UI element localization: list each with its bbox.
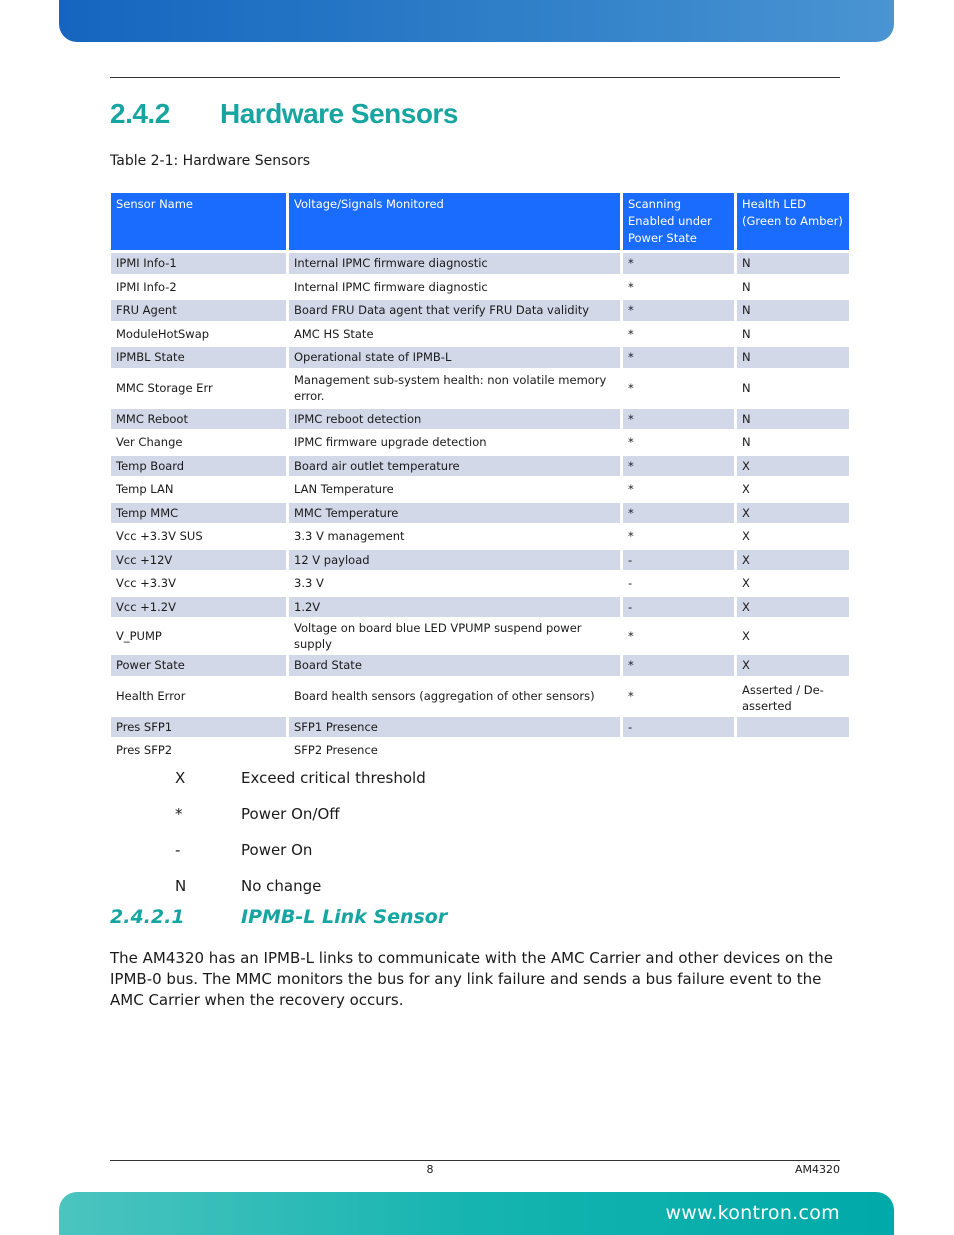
cell-sensor-name: IPMI Info-1 xyxy=(111,253,286,274)
cell-signals-monitored: IPMC firmware upgrade detection xyxy=(294,435,487,450)
subsection-title: IPMB-L Link Sensor xyxy=(241,906,448,928)
table-row xyxy=(111,526,849,547)
cell-health-led: X xyxy=(742,629,750,643)
table-row xyxy=(111,456,849,477)
legend-meaning: Power On/Off xyxy=(241,805,340,823)
header-banner xyxy=(59,0,894,42)
cell-scanning-enabled: - xyxy=(628,576,633,591)
legend-symbol: * xyxy=(175,805,183,823)
header-sensor-name: Sensor Name xyxy=(111,193,286,250)
cell-health-led: X xyxy=(742,482,750,497)
legend-item xyxy=(175,760,426,796)
table-row xyxy=(111,679,849,714)
cell-sensor-name: Vcc +3.3V xyxy=(116,576,176,591)
legend-item xyxy=(175,868,426,904)
cell-health-led: N xyxy=(737,300,849,321)
body-paragraph: The AM4320 has an IPMB-L links to communicate with the AMC Carrier and other devices on the IPMB-0 bus. The MMC monitors the bus for any link failure and sends a bus failure event to the AMC Carrier when the recovery occurs. xyxy=(110,949,834,1009)
cell-health-led: N xyxy=(742,326,751,341)
table-caption: Table 2-1: Hardware Sensors xyxy=(110,153,311,169)
legend-symbol: N xyxy=(175,877,187,895)
section-heading xyxy=(110,98,458,138)
section-number: 2.4.2 xyxy=(110,98,170,129)
cell-signals-monitored: 12 V payload xyxy=(289,550,620,571)
cell-signals-monitored: Board health sensors (aggregation of other sensors) xyxy=(294,689,595,703)
cell-scanning-enabled: - xyxy=(623,597,734,618)
table-row xyxy=(111,371,849,406)
footer-rule xyxy=(110,1160,840,1161)
cell-sensor-name: IPMI Info-2 xyxy=(116,279,177,294)
cell-sensor-name: ModuleHotSwap xyxy=(116,326,210,341)
table-row xyxy=(111,597,849,618)
cell-sensor-name: MMC Storage Err xyxy=(116,381,213,395)
cell-signals-monitored: Voltage on board blue LED VPUMP suspend power supply xyxy=(294,621,582,651)
cell-sensor-name: MMC Reboot xyxy=(111,409,286,430)
cell-scanning-enabled: * xyxy=(628,279,634,294)
cell-health-led: X xyxy=(742,576,750,591)
cell-health-led: X xyxy=(737,655,849,676)
cell-health-led: N xyxy=(737,253,849,274)
cell-signals-monitored: Board State xyxy=(289,655,620,676)
legend-meaning: No change xyxy=(241,877,322,895)
cell-sensor-name: V_PUMP xyxy=(116,629,162,643)
legend-meaning: Exceed critical threshold xyxy=(241,769,426,787)
legend-meaning: Power On xyxy=(241,841,313,859)
table-body xyxy=(111,253,849,761)
cell-scanning-enabled: * xyxy=(628,482,634,497)
cell-signals-monitored: MMC Temperature xyxy=(289,503,620,524)
cell-scanning-enabled: * xyxy=(623,456,734,477)
table-header-row xyxy=(111,193,849,250)
cell-health-led: X xyxy=(742,529,750,544)
cell-sensor-name: Pres SFP1 xyxy=(111,717,286,738)
cell-scanning-enabled: * xyxy=(623,300,734,321)
cell-scanning-enabled: * xyxy=(628,529,634,544)
cell-health-led xyxy=(737,740,849,761)
cell-scanning-enabled: * xyxy=(623,503,734,524)
cell-health-led: X xyxy=(737,597,849,618)
cell-scanning-enabled: * xyxy=(628,629,634,643)
cell-signals-monitored: Internal IPMC firmware diagnostic xyxy=(294,279,488,294)
cell-scanning-enabled: * xyxy=(628,435,634,450)
cell-health-led: N xyxy=(737,347,849,368)
cell-health-led: N xyxy=(742,435,751,450)
legend-symbol: X xyxy=(175,769,186,787)
cell-signals-monitored: AMC HS State xyxy=(294,326,374,341)
legend-item xyxy=(175,796,426,832)
cell-signals-monitored: Operational state of IPMB-L xyxy=(289,347,620,368)
cell-sensor-name: Temp MMC xyxy=(111,503,286,524)
cell-signals-monitored: 3.3 V management xyxy=(294,529,405,544)
document-id: AM4320 xyxy=(794,1163,840,1176)
cell-scanning-enabled: * xyxy=(628,689,634,703)
table-row xyxy=(111,573,849,594)
cell-scanning-enabled: * xyxy=(628,381,634,395)
footer-banner xyxy=(59,1192,894,1235)
website-link[interactable]: www.kontron.com xyxy=(665,1202,840,1224)
hardware-sensors-table xyxy=(108,190,852,764)
cell-sensor-name: Health Error xyxy=(116,689,186,703)
header-rule xyxy=(110,77,840,78)
cell-signals-monitored: IPMC reboot detection xyxy=(289,409,620,430)
cell-sensor-name: Power State xyxy=(111,655,286,676)
table-row xyxy=(111,503,849,524)
legend xyxy=(175,760,426,904)
cell-signals-monitored: 1.2V xyxy=(289,597,620,618)
section-title: Hardware Sensors xyxy=(220,98,458,129)
cell-health-led: Asserted / De-asserted xyxy=(742,682,824,713)
page-number: 8 xyxy=(426,1163,434,1176)
table-row xyxy=(111,740,849,761)
cell-sensor-name: Vcc +3.3V SUS xyxy=(116,529,203,544)
cell-sensor-name: IPMBL State xyxy=(111,347,286,368)
cell-sensor-name: Pres SFP2 xyxy=(116,743,173,758)
subsection-heading xyxy=(110,906,447,928)
cell-scanning-enabled: * xyxy=(623,347,734,368)
cell-signals-monitored: 3.3 V xyxy=(294,576,324,591)
cell-scanning-enabled xyxy=(623,740,734,761)
legend-symbol: - xyxy=(175,841,181,859)
legend-item xyxy=(175,832,426,868)
cell-health-led: X xyxy=(737,503,849,524)
cell-sensor-name: FRU Agent xyxy=(111,300,286,321)
table-row xyxy=(111,324,849,345)
cell-health-led: N xyxy=(742,381,751,395)
cell-sensor-name: Temp Board xyxy=(111,456,286,477)
table-row xyxy=(111,300,849,321)
header-scanning-enabled: Scanning Enabled under Power State xyxy=(623,193,734,250)
cell-scanning-enabled: - xyxy=(623,550,734,571)
header-signals-monitored: Voltage/Signals Monitored xyxy=(289,193,620,250)
cell-sensor-name: Vcc +1.2V xyxy=(111,597,286,618)
table-row xyxy=(111,717,849,738)
cell-signals-monitored: Management sub-system health: non volatile memory error. xyxy=(294,373,607,403)
cell-signals-monitored: SFP2 Presence xyxy=(294,743,378,758)
cell-signals-monitored: Board air outlet temperature xyxy=(289,456,620,477)
cell-health-led xyxy=(737,717,849,738)
header-health-led: Health LED (Green to Amber) xyxy=(737,193,849,250)
table-row xyxy=(111,277,849,298)
cell-sensor-name: Ver Change xyxy=(116,435,183,450)
table-row xyxy=(111,253,849,274)
cell-signals-monitored: Internal IPMC firmware diagnostic xyxy=(289,253,620,274)
table-row xyxy=(111,620,849,652)
cell-scanning-enabled: * xyxy=(623,253,734,274)
cell-signals-monitored: LAN Temperature xyxy=(294,482,394,497)
subsection-number: 2.4.2.1 xyxy=(110,906,185,928)
table-row xyxy=(111,479,849,500)
table-row xyxy=(111,655,849,676)
table-row xyxy=(111,347,849,368)
cell-scanning-enabled: * xyxy=(628,326,634,341)
cell-health-led: N xyxy=(742,279,751,294)
cell-signals-monitored: Board FRU Data agent that verify FRU Data validity xyxy=(289,300,620,321)
cell-sensor-name: Temp LAN xyxy=(116,482,174,497)
cell-health-led: N xyxy=(737,409,849,430)
cell-scanning-enabled: - xyxy=(623,717,734,738)
cell-health-led: X xyxy=(737,550,849,571)
cell-health-led: X xyxy=(737,456,849,477)
cell-signals-monitored: SFP1 Presence xyxy=(289,717,620,738)
cell-scanning-enabled: * xyxy=(623,655,734,676)
table-row xyxy=(111,409,849,430)
table-row xyxy=(111,432,849,453)
cell-sensor-name: Vcc +12V xyxy=(111,550,286,571)
table-row xyxy=(111,550,849,571)
cell-scanning-enabled: * xyxy=(623,409,734,430)
